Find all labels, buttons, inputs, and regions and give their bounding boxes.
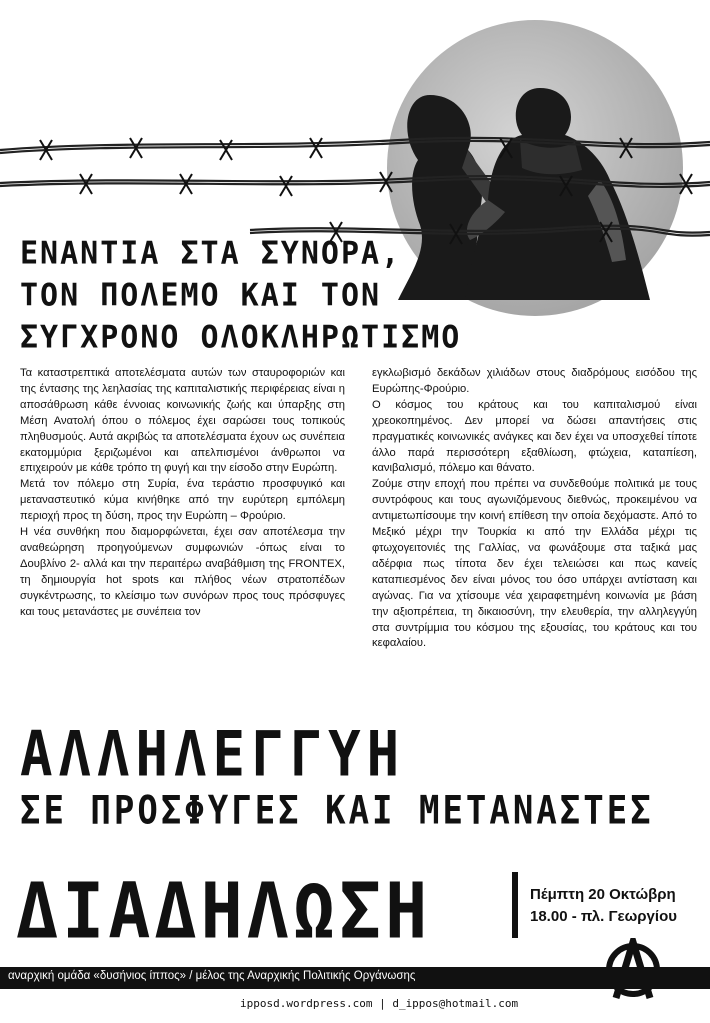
body-paragraph: Ζούμε στην εποχή που πρέπει να συνδεθούμε πολιτικά με τους συντρόφους και τους αγωνιζόμενους διεθνώς, προκειμένου να αντιμετωπίσουμε την κοινή επίθεση την οποία δεχόμαστε. Από το Μεξικό μέχρι την Τουρκία κι από την Ελλάδα μέχρι τις φτωχογειτονιές της Γαλλίας, να φωνάξουμε στα ταξικά μας αδέρφια πως τίποτα δεν έχει τελειώσει και πως κανείς καταπιεσμένος δεν είναι μόνος του όσο υπάρχει αντίσταση και αγώνας. Για να χτίσουμε νέα χειραφετημένη κοινωνία με βάση την αξιοπρέπεια, τη δικαιοσύνη, την ελευθερία, την αλληλεγγύη στα συντρίμμια του κόσμου της εξουσίας, του κράτους και του κεφαλαίου. [372, 478, 697, 650]
body-paragraph: εγκλωβισμό δεκάδων χιλιάδων στους διαδρόμους εισόδου της Ευρώπης-Φρούριο. [372, 367, 697, 395]
body-paragraph: Μετά τον πόλεμο στη Συρία, ένα τεράστιο προσφυγικό και μεταναστευτικό κύμα κινήθηκε από την ευρύτερη εμπόλεμη περιοχή προς τη δύση, προς την Ευρώπη – Φρούριο. [20, 478, 345, 523]
solidarity-subheading: ΣΕ ΠΡΟΣΦΥΓΕΣ ΚΑΙ ΜΕΤΑΝΑΣΤΕΣ [20, 788, 654, 834]
event-date: Πέμπτη 20 Οκτώβρη [530, 886, 676, 903]
body-paragraph: Ο κόσμος του κράτους και του καπιταλισμού είναι χρεοκοπημένος. Δεν μπορεί να δώσει απαντήσεις στις πραγματικές κοινωνικές ανάγκες και δεν έχει να υποσχεθεί τίποτε άλλο παρά περισσότερη εξαθλίωση, φτώχεια, καταπίεση, κανιβαλισμό, πόλεμο και θάνατο. [372, 398, 697, 475]
body-paragraph: Τα καταστρεπτικά αποτελέσματα αυτών των σταυροφοριών και της έντασης της λεηλασίας της καπιταλιστικής περιφέρειας είναι η αποσάθρωση κάθε έννοιας κοινωνικής ζωής και ύπαρξης στη Μέση Ανατολή όπου ο πόλεμος έχει σαρώσει τους τοπικούς πληθυσμούς. Αυτά ακριβώς τα αποτελέσματα έχουν ως συνέπεια εκατομμύρια ξεριζωμένοι και απελπισμένοι άνθρωποι να επιχειρούν με κάθε τρόπο τη φυγή και την είσοδο στην Ευρώπη. [20, 367, 345, 475]
title-line-3: ΣΥΓΧΡΟΝΟ ΟΛΟΚΛΗΡΩΤΙΣΜΟ [20, 319, 462, 356]
divider [512, 872, 518, 938]
event-time-place: 18.00 - πλ. Γεωργίου [530, 908, 677, 925]
body-column-right [372, 366, 697, 652]
title-line-2: ΤΟΝ ΠΟΛΕΜΟ ΚΑΙ ΤΟΝ [20, 277, 382, 314]
event-details [530, 884, 677, 928]
footer-contact: ipposd.wordpress.com | d_ippos@hotmail.com [240, 997, 519, 1010]
body-paragraph: Η νέα συνθήκη που διαμορφώνεται, έχει σαν αποτέλεσμα την αναθεώρηση προηγούμενων συμφωνιών -όπως είναι το Δουβλίνο 2- αλλά και την περαιτέρω αναβάθμιση της FRONTEX, τη δημιουργία hot spots και πλήθος νέων στρατοπέδων συγκέντρωσης, το κλείσιμο των συνόρων προς τους πρόσφυγες και τους μετανάστες με συνέπεια τον [20, 526, 345, 618]
footer-group: αναρχική ομάδα «δυσήνιος ίππος» / μέλος της Αναρχικής Πολιτικής Οργάνωσης [8, 970, 416, 982]
demonstration-heading: ΔΙΑΔΗΛΩΣΗ [16, 866, 432, 957]
title-line-1: ΕΝΑΝΤΙΑ ΣΤΑ ΣΥΝΟΡΑ, [20, 235, 402, 272]
solidarity-heading: ΑΛΛΗΛΕΓΓΥΗ [20, 718, 406, 791]
main-title [20, 233, 500, 359]
body-column-left [20, 366, 345, 621]
